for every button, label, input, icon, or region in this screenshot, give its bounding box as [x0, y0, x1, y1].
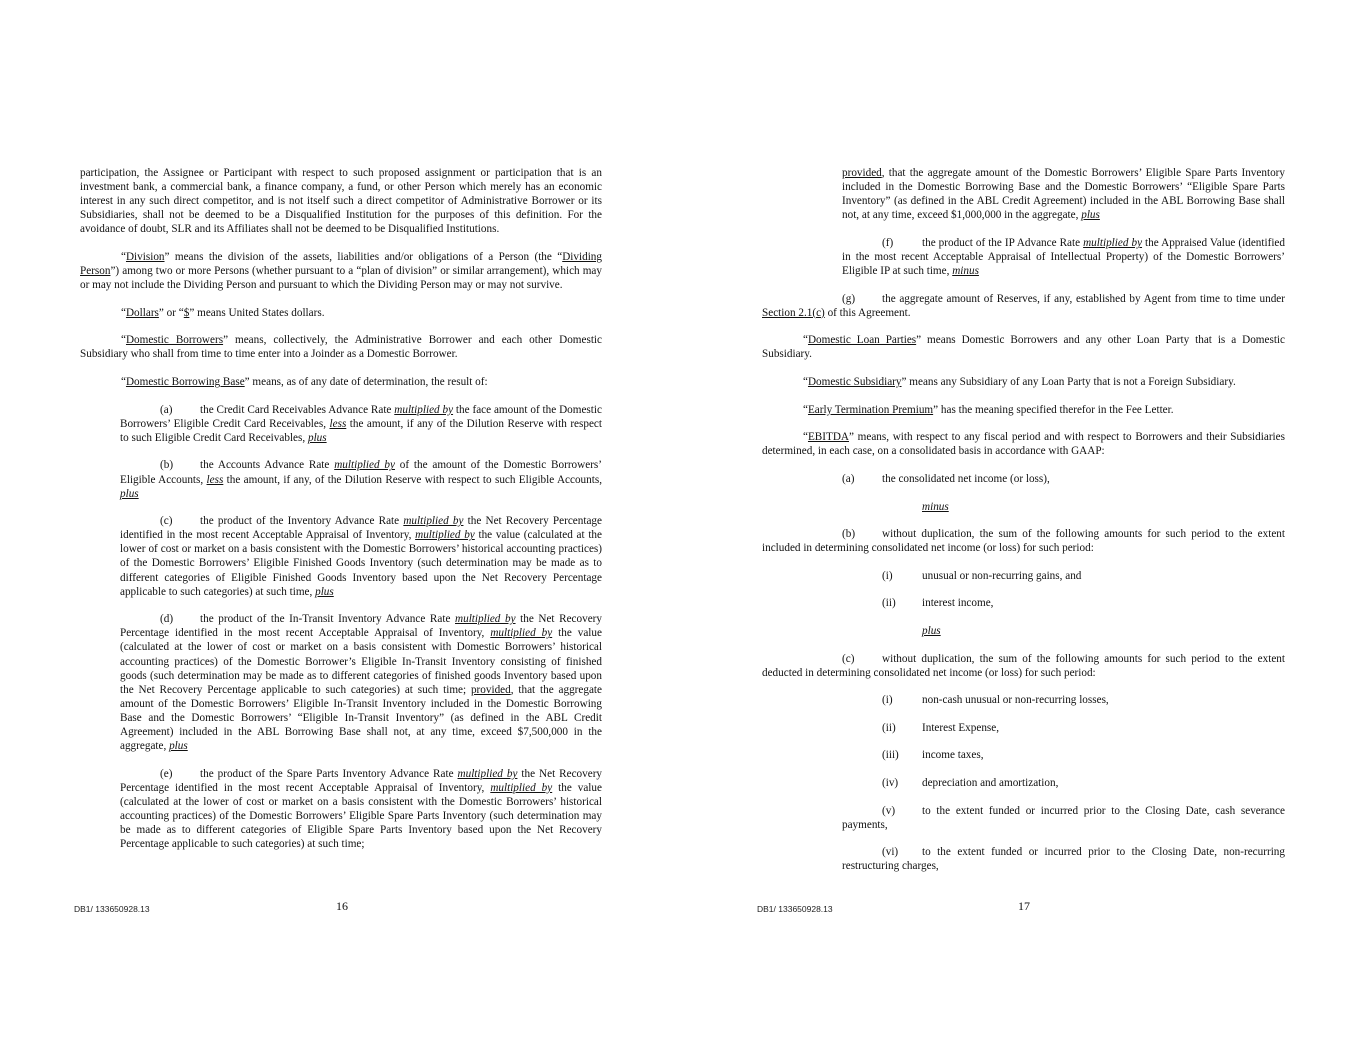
- clause-g: (g) the aggregate amount of Reserves, if any, established by Agent from time to time under Section 2.1(c) of this Agreement.: [762, 292, 1285, 319]
- page-16-body: [80, 166, 602, 865]
- clause-e-continued: provided, that the aggregate amount of the Domestic Borrowers’ Eligible Spare Parts Inventory included in the Domestic Borrowing Base and the Domestic Borrowers’ “Eligible Spare Parts Inventory” (as defined in the ABL Credit Agreement) included in the ABL Borrowing Base shall not, at any time, exceed $1,000,000 in the aggregate, plus: [842, 167, 1285, 222]
- page-16: [0, 0, 682, 1055]
- document-id: DB1/ 133650928.13: [74, 904, 150, 914]
- ebitda-clause-b-ii: (ii) interest income,: [882, 597, 994, 610]
- definition-domestic-loan-parties: “Domestic Loan Parties” means Domestic Borrowers and any other Loan Party that is a Domestic Subsidiary.: [762, 334, 1286, 361]
- ebitda-clause-c: (c) without duplication, the sum of the following amounts for such period to the extent deducted in determining consolidated net income (or loss) for such period:: [762, 652, 1285, 679]
- term-dividing-person: Dividing Person: [80, 250, 602, 278]
- clause-b: (b) the Accounts Advance Rate multiplied by of the amount of the Domestic Borrowers’ Eligible Accounts, less the amount, if any, of the Dilution Reserve with respect to such Eligible Accounts, plus: [120, 459, 602, 500]
- ebitda-clause-c-ii: (ii) Interest Expense,: [882, 721, 1000, 734]
- clause-f: (f) the product of the IP Advance Rate multiplied by the Appraised Value (identified in the most recent Acceptable Appraisal of Intellectual Property) of the Domestic Borrowers’ Eligible IP at such time, minus: [842, 236, 1285, 278]
- page-number: 17: [1018, 899, 1030, 913]
- clause-c: (c) the product of the Inventory Advance Rate multiplied by the Net Recovery Percentage identified in the most recent Acceptable Appraisal of Inventory, multiplied by the value (calculated at the lower of cost or market on a basis consistent with the Domestic Borrowers’ historical accounting practices) of the Domestic Borrowers’ Eligible Finished Goods Inventory (such determination may be made as to different categories of Eligible Finished Goods Inventory based upon the Net Recovery Percentage applicable to such categories) at such time, plus: [120, 515, 602, 598]
- clause-e: (e) the product of the Spare Parts Inventory Advance Rate multiplied by the Net Recovery Percentage identified in the most recent Acceptable Appraisal of Inventory, multiplied by the value (calculated at the lower of cost or market on a basis consistent with the Domestic Borrowers’ historical accounting practices) of the Domestic Borrowers’ Eligible Spare Parts Inventory (such determination may be made as to different categories of Eligible Spare Parts Inventory based upon the Net Recovery Percentage applicable to such categories) at such time;: [120, 767, 603, 851]
- definition-domestic-subsidiary: “Domestic Subsidiary” means any Subsidiary of any Loan Party that is not a Foreign Subsidiary.: [803, 376, 1236, 389]
- ebitda-clause-c-i: (i) non-cash unusual or non-recurring losses,: [882, 694, 1109, 707]
- document-id: DB1/ 133650928.13: [757, 904, 833, 914]
- page-17: [682, 0, 1365, 1055]
- ebitda-clause-a: (a) the consolidated net income (or loss),: [842, 472, 1050, 485]
- clause-a: (a) the Credit Card Receivables Advance Rate multiplied by the face amount of the Domestic Borrowers’ Eligible Credit Card Receivables, less the amount, if any of the Dilution Reserve with respect to such Eligible Credit Card Receivables, plus: [120, 403, 603, 444]
- ebitda-plus: plus: [922, 624, 941, 637]
- ebitda-clause-b: (b) without duplication, the sum of the following amounts for such period to the extent included in determining consolidated net income (or loss) for such period:: [762, 528, 1285, 555]
- page-number: 16: [336, 899, 348, 913]
- ebitda-clause-c-v: (v) to the extent funded or incurred prior to the Closing Date, cash severance payments,: [842, 804, 1285, 831]
- definition-ebitda: “EBITDA” means, with respect to any fiscal period and with respect to Borrowers and their Subsidiaries determined, in each case, on a consolidated basis in accordance with GAAP:: [762, 431, 1285, 458]
- term-domestic-borrowing-base: Domestic Borrowing Base: [125, 376, 245, 389]
- ebitda-clause-c-iii: (iii) income taxes,: [882, 749, 984, 762]
- definition-domestic-borrowing-base: “Domestic Borrowing Base” means, as of any date of determination, the result of:: [121, 376, 488, 389]
- ebitda-clause-c-iv: (iv) depreciation and amortization,: [882, 777, 1059, 790]
- term-domestic-borrowers: Domestic Borrowers: [125, 334, 224, 347]
- ebitda-clause-b-i: (i) unusual or non-recurring gains, and: [882, 569, 1082, 582]
- ebitda-minus: minus: [922, 500, 949, 513]
- term-division: Division: [125, 250, 165, 263]
- clause-d: (d) the product of the In-Transit Inventory Advance Rate multiplied by the Net Recovery Percentage identified in the most recent Acceptable Appraisal of Inventory, multiplied by the value (calculated at the lower of cost or market on a basis consistent with Domestic Borrowers’ historical accounting practices) of the Domestic Borrower’s Eligible In-Transit Inventory consisting of finished goods (such determination may be made as to different categories of finished goods Inventory based upon the Net Recovery Percentage applicable to such categories) at such time; provided, that the aggregate amount of the Domestic Borrowers’ Eligible In-Transit Inventory included in the Domestic Borrowing Base and the Domestic Borrowers’ “Eligible In-Transit Inventory” (as defined in the ABL Credit Agreement) included in the ABL Borrowing Base shall not, at any time, exceed $7,500,000 in the aggregate, plus: [120, 613, 603, 753]
- definition-domestic-borrowers: “Domestic Borrowers” means, collectively, the Administrative Borrower and each other Domestic Subsidiary who shall from time to time enter into a Joinder as a Domestic Borrower.: [80, 334, 603, 361]
- paragraph-disqualified-cont: participation, the Assignee or Participant with respect to such proposed assignment or participation that is an investment bank, a commercial bank, a finance company, a fund, or other Person which merely has an economic interest in any such direct competitor, and is not itself such a direct competitor of Administrative Borrower or its Subsidiaries, shall not be deemed to be a Disqualified Institution for the purposes of this definition. For the avoidance of doubt, SLR and its Affiliates shall not be deemed to be Disqualified Institutions.: [80, 167, 602, 236]
- term-dollars: Dollars: [125, 306, 159, 319]
- term-dollar-sign: $: [183, 306, 190, 319]
- definition-early-termination-premium: “Early Termination Premium” has the meaning specified therefor in the Fee Letter.: [803, 403, 1174, 416]
- page-17-body: [762, 166, 1285, 887]
- definition-dollars: “Dollars” or “$” means United States dollars.: [121, 306, 325, 319]
- ebitda-clause-c-vi: (vi) to the extent funded or incurred prior to the Closing Date, non-recurring restructuring charges,: [842, 846, 1285, 873]
- definition-division: “Division” means the division of the assets, liabilities and/or obligations of a Person (the “Dividing Person”) among two or more Persons (whether pursuant to a “plan of division” or similar arrangement), which may or may not include the Dividing Person and pursuant to which the Dividing Person may or may not survive.: [80, 250, 602, 292]
